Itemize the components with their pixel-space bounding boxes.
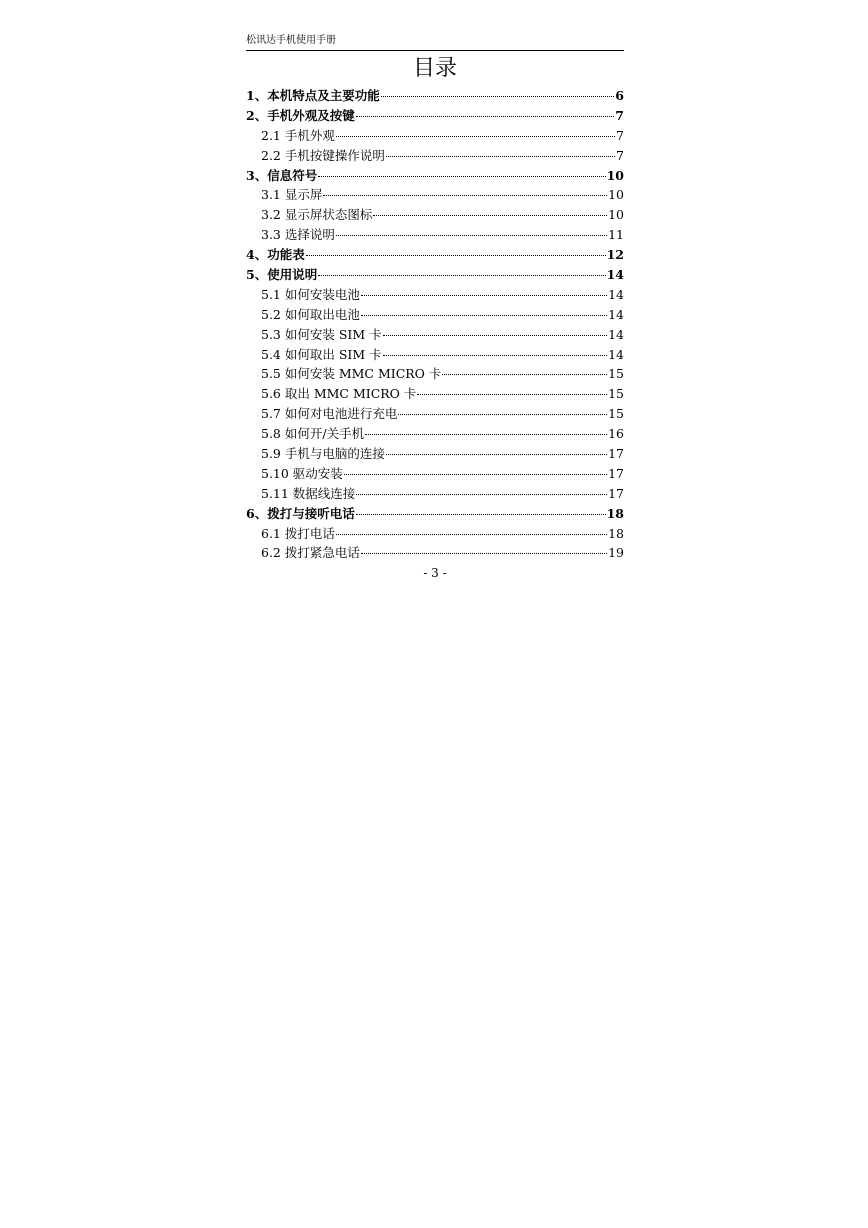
toc-entry-page: 11 <box>608 227 624 243</box>
toc-entry[interactable] <box>246 106 624 126</box>
toc-entry-label: 5.7 如何对电池进行充电 <box>261 406 398 422</box>
toc-dot-leader <box>383 355 607 356</box>
toc-entry[interactable] <box>246 325 624 345</box>
toc-entry-label: 4、功能表 <box>246 247 305 263</box>
toc-entry-label: 5.3 如何安装 SIM 卡 <box>261 326 382 342</box>
toc-entry-page: 18 <box>606 505 624 521</box>
toc-entry[interactable] <box>246 444 624 464</box>
toc-dot-leader <box>306 255 606 256</box>
toc-entry-page: 7 <box>615 107 624 123</box>
document-page <box>246 34 624 583</box>
toc-entry[interactable] <box>246 424 624 444</box>
toc-entry[interactable] <box>246 543 624 563</box>
toc-entry-label: 6.1 拨打电话 <box>261 525 335 541</box>
toc-entry-page: 17 <box>608 446 624 462</box>
toc-dot-leader <box>398 414 607 415</box>
toc-entry-label: 2.1 手机外观 <box>261 127 335 143</box>
toc-entry-page: 18 <box>608 525 624 541</box>
toc-entry-label: 5、使用说明 <box>246 267 318 283</box>
toc-dot-leader <box>361 553 607 554</box>
toc-entry-label: 5.6 取出 MMC MICRO 卡 <box>261 386 417 402</box>
toc-entry-label: 5.2 如何取出电池 <box>261 306 360 322</box>
toc-dot-leader <box>356 494 607 495</box>
toc-entry-page: 10 <box>606 167 624 183</box>
toc-entry-label: 5.5 如何安装 MMC MICRO 卡 <box>261 366 442 382</box>
toc-entry-label: 6、拨打与接听电话 <box>246 505 355 521</box>
toc-entry-label: 5.1 如何安装电池 <box>261 286 360 302</box>
toc-entry-page: 14 <box>608 346 624 362</box>
toc-entry-label: 5.11 数据线连接 <box>261 485 356 501</box>
toc-entry[interactable] <box>246 364 624 384</box>
toc-entry-page: 15 <box>608 386 624 402</box>
toc-entry-label: 6.2 拨打紧急电话 <box>261 545 360 561</box>
running-header: 松讯达手机使用手册 <box>246 34 624 51</box>
toc-entry[interactable] <box>246 504 624 524</box>
toc-entry-label: 3.2 显示屏状态图标 <box>261 207 373 223</box>
toc-entry[interactable] <box>246 285 624 305</box>
toc-entry-page: 17 <box>608 465 624 481</box>
toc-entry-label: 2.2 手机按键操作说明 <box>261 147 385 163</box>
toc-dot-leader <box>383 335 607 336</box>
page-number: - 3 - <box>423 566 447 581</box>
toc-entry-page: 12 <box>606 247 624 263</box>
toc-entry[interactable] <box>246 404 624 424</box>
toc-entry-page: 7 <box>616 147 624 163</box>
toc-dot-leader <box>442 374 607 375</box>
toc-entry-label: 2、手机外观及按键 <box>246 107 355 123</box>
toc-dot-leader <box>381 96 615 97</box>
toc-dot-leader <box>356 514 606 515</box>
toc-dot-leader <box>386 454 607 455</box>
toc-entry[interactable] <box>246 185 624 205</box>
toc-entry[interactable] <box>246 146 624 166</box>
toc-entry-page: 17 <box>608 485 624 501</box>
toc-dot-leader <box>344 474 607 475</box>
toc-list <box>246 86 624 563</box>
toc-entry-label: 5.9 手机与电脑的连接 <box>261 446 385 462</box>
toc-entry-label: 5.4 如何取出 SIM 卡 <box>261 346 382 362</box>
toc-entry-label: 3.1 显示屏 <box>261 187 323 203</box>
toc-entry[interactable] <box>246 265 624 285</box>
toc-entry-label: 5.10 驱动安装 <box>261 465 343 481</box>
toc-entry[interactable] <box>246 126 624 146</box>
toc-dot-leader <box>361 315 607 316</box>
toc-entry[interactable] <box>246 205 624 225</box>
toc-entry-label: 1、本机特点及主要功能 <box>246 88 380 103</box>
toc-dot-leader <box>318 275 605 276</box>
toc-entry-page: 14 <box>608 326 624 342</box>
toc-entry-page: 7 <box>616 127 624 143</box>
toc-entry[interactable] <box>246 484 624 504</box>
toc-dot-leader <box>323 195 607 196</box>
toc-entry[interactable] <box>246 225 624 245</box>
toc-entry-page: 15 <box>608 406 624 422</box>
toc-entry-page: 10 <box>608 207 624 223</box>
toc-entry[interactable] <box>246 245 624 265</box>
toc-entry-page: 16 <box>608 426 624 442</box>
toc-entry[interactable] <box>246 524 624 544</box>
toc-dot-leader <box>318 176 605 177</box>
toc-entry[interactable] <box>246 305 624 325</box>
toc-entry-page: 15 <box>608 366 624 382</box>
toc-entry-page: 10 <box>608 187 624 203</box>
toc-entry-page: 19 <box>608 545 624 561</box>
toc-entry-label: 3.3 选择说明 <box>261 227 335 243</box>
toc-entry[interactable] <box>246 345 624 365</box>
toc-title: 目录 <box>412 56 457 81</box>
toc-dot-leader <box>417 394 607 395</box>
toc-dot-leader <box>386 156 615 157</box>
toc-entry-page: 14 <box>606 267 624 283</box>
toc-entry[interactable] <box>246 464 624 484</box>
toc-dot-leader <box>365 434 607 435</box>
toc-dot-leader <box>356 116 615 117</box>
toc-dot-leader <box>361 295 607 296</box>
toc-entry-page: 14 <box>608 286 624 302</box>
toc-entry[interactable] <box>246 86 624 106</box>
toc-entry-page: 14 <box>608 306 624 322</box>
toc-dot-leader <box>373 215 607 216</box>
toc-entry[interactable] <box>246 384 624 404</box>
toc-entry-label: 5.8 如何开/关手机 <box>261 426 365 442</box>
toc-dot-leader <box>336 534 607 535</box>
toc-dot-leader <box>336 235 607 236</box>
toc-dot-leader <box>336 136 615 137</box>
toc-entry[interactable] <box>246 166 624 186</box>
toc-entry-page: 6 <box>615 88 624 103</box>
toc-entry-label: 3、信息符号 <box>246 167 318 183</box>
